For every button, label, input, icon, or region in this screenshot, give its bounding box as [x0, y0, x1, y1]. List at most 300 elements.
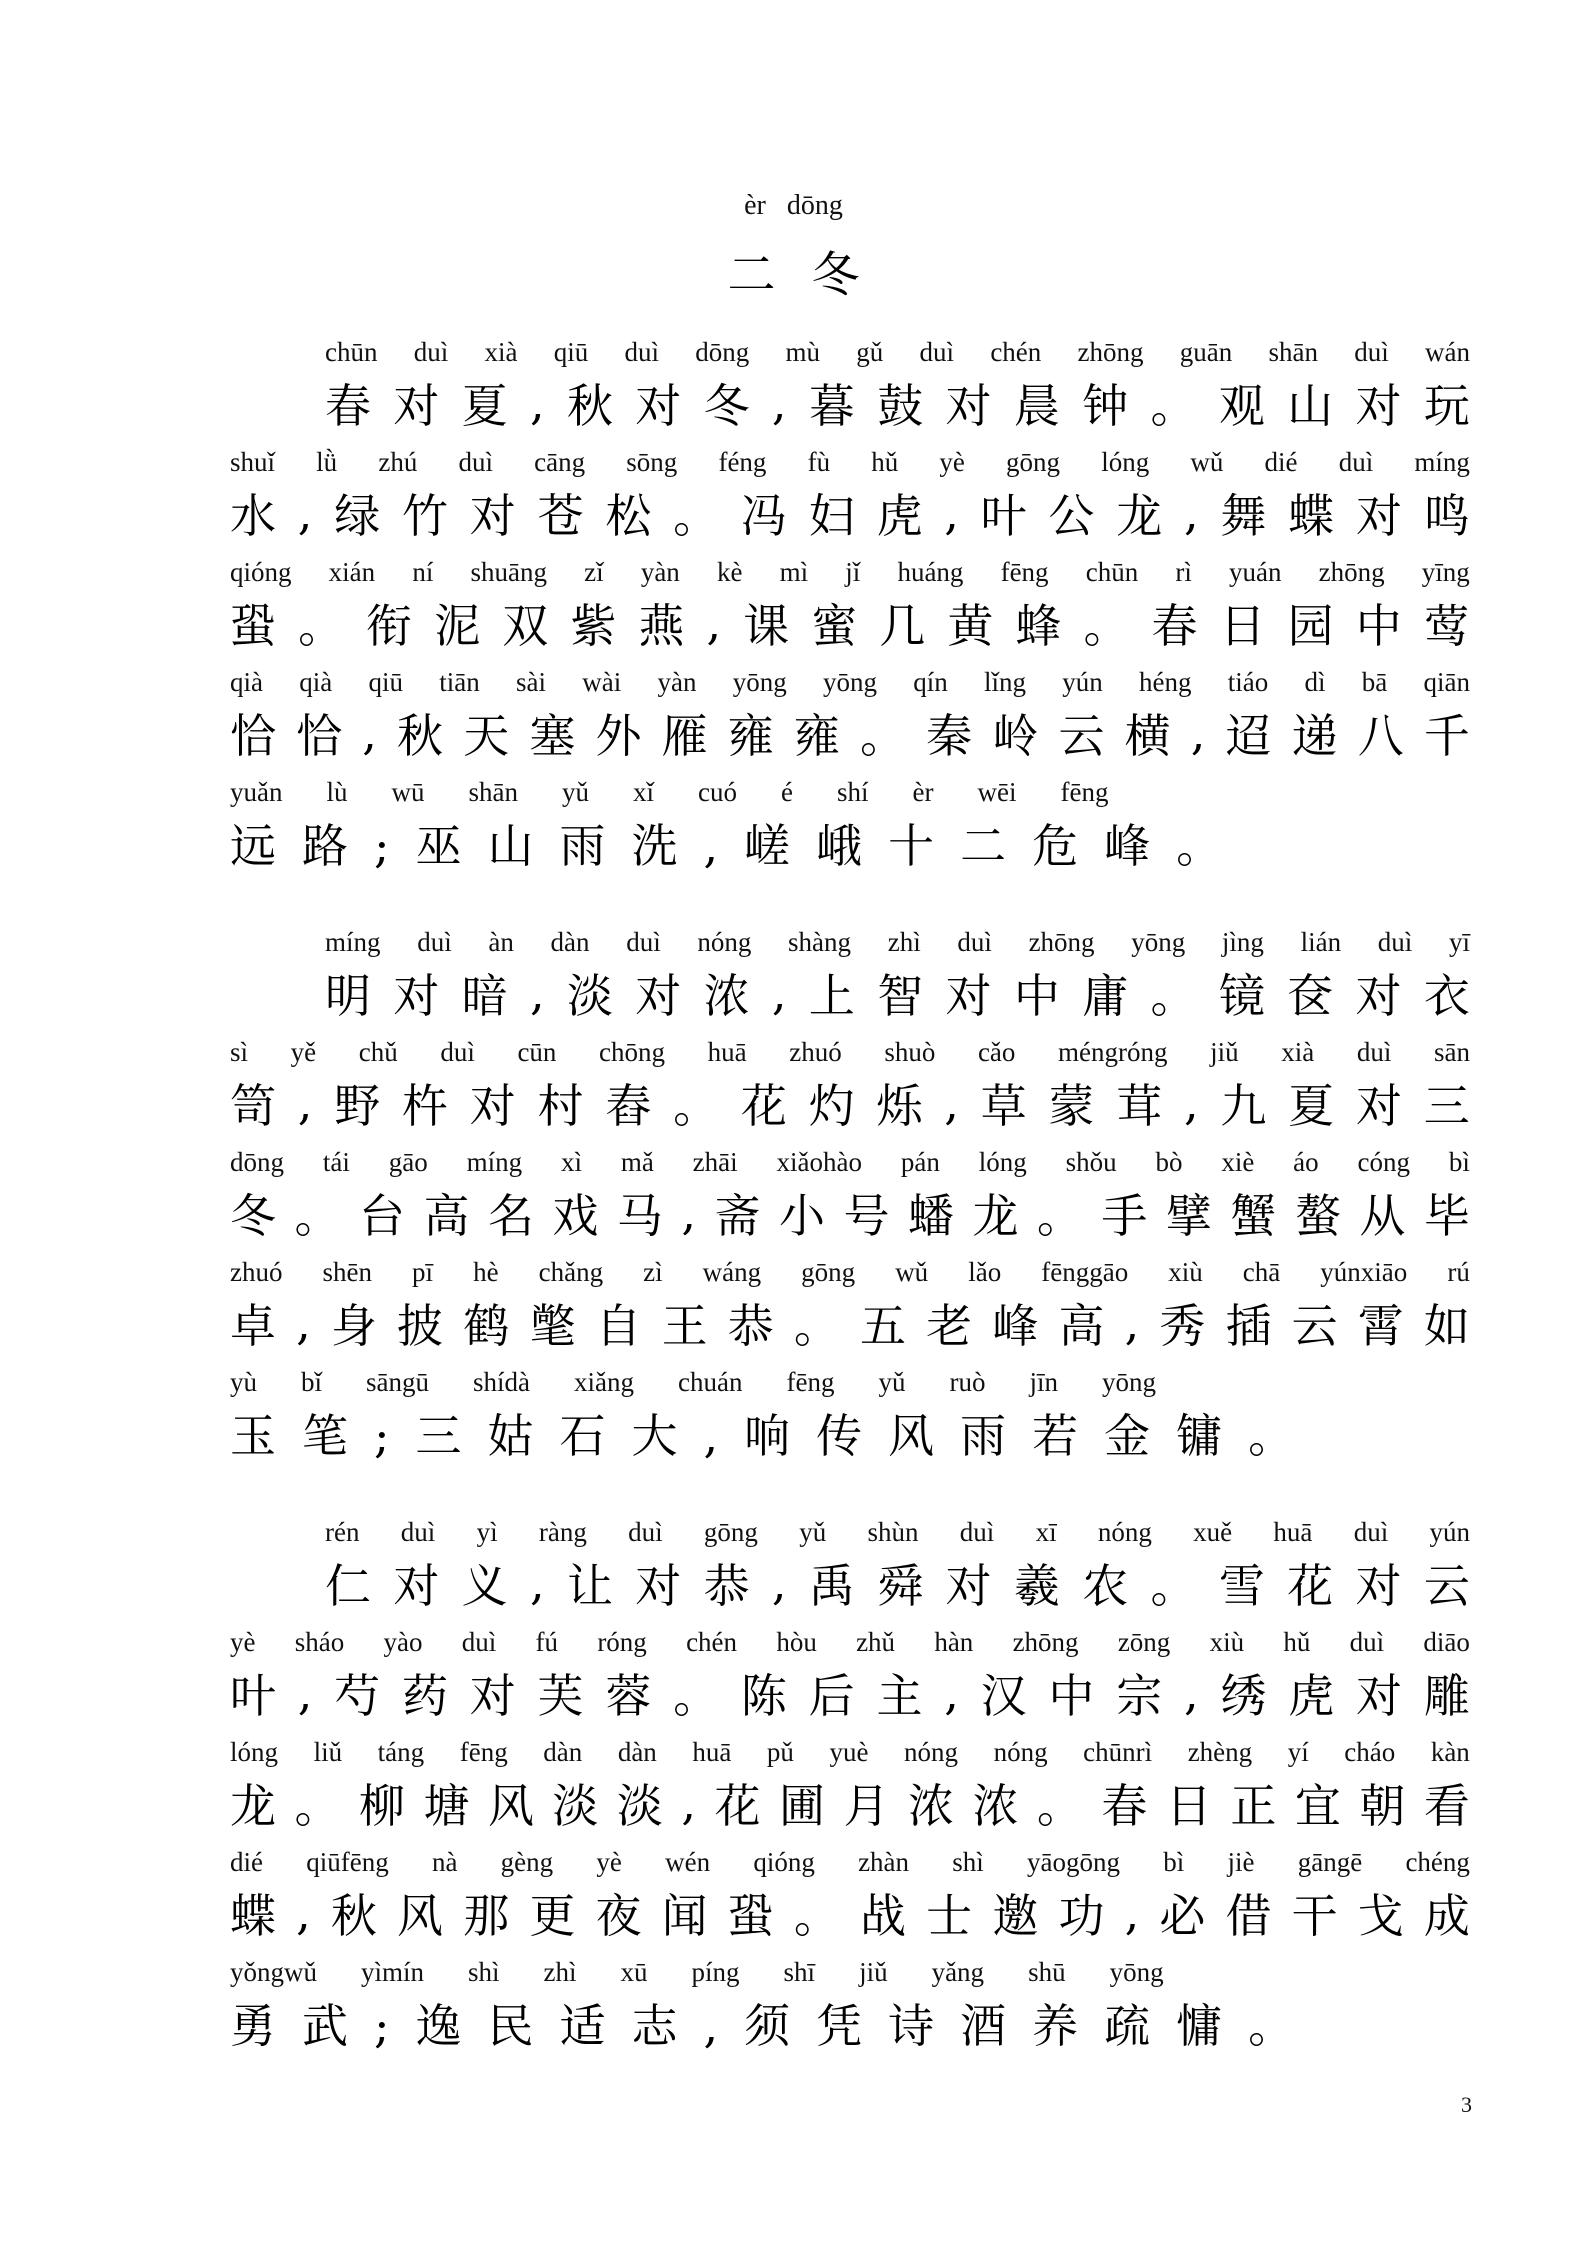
hanzi-char: 对	[1355, 969, 1402, 1023]
pinyin-syllable: bì	[1163, 1847, 1185, 1877]
pinyin-syllable: lián	[1300, 927, 1342, 957]
pinyin-syllable: duì	[440, 1037, 475, 1067]
hanzi-char: 。	[673, 1669, 720, 1723]
pinyin-syllable: zhāi	[692, 1147, 738, 1177]
hanzi-char: 对	[945, 379, 992, 433]
pinyin-syllable: xià	[484, 337, 518, 367]
poem-line	[325, 1512, 1470, 1620]
pinyin-syllable: sāngū	[366, 1367, 430, 1397]
hanzi-char: 峰	[992, 1299, 1039, 1353]
pinyin-line	[230, 662, 1470, 698]
poem-line	[230, 1142, 1470, 1250]
hanzi-char: 芙	[537, 1669, 584, 1723]
hanzi-char: 舞	[1220, 489, 1267, 543]
hanzi-char: 五	[860, 1299, 907, 1353]
pinyin-syllable: lóng	[1101, 447, 1150, 477]
hanzi-char: 夏	[461, 379, 508, 433]
pinyin-syllable: sháo	[294, 1627, 345, 1657]
hanzi-char: 螯	[1294, 1189, 1341, 1243]
hanzi-char: 明	[325, 969, 371, 1023]
hanzi-char: 对	[635, 379, 682, 433]
pinyin-syllable: lóng	[230, 1737, 279, 1767]
pinyin-syllable: yì	[476, 1517, 498, 1547]
hanzi-char: 柳	[358, 1779, 405, 1833]
pinyin-syllable: jǐ	[845, 557, 861, 587]
hanzi-char: 农	[1082, 1559, 1129, 1613]
hanzi-char: ,	[944, 1076, 959, 1130]
hanzi-char: 几	[879, 599, 926, 653]
pinyin-syllable: gǔ	[856, 337, 884, 367]
hanzi-line	[230, 1072, 1470, 1134]
pinyin-syllable: dié	[1264, 447, 1298, 477]
pinyin-syllable: chūn	[1085, 557, 1139, 587]
hanzi-char: 鼓	[877, 379, 924, 433]
pinyin-line	[230, 1842, 1470, 1878]
hanzi-char: 斋	[714, 1189, 761, 1243]
pinyin-syllable: yōng	[822, 667, 877, 697]
pinyin-syllable: pī	[412, 1257, 434, 1287]
pinyin-syllable: nà	[431, 1847, 458, 1877]
pinyin-syllable: yōng	[1109, 1957, 1164, 1987]
hanzi-char: 秀	[1159, 1299, 1206, 1353]
hanzi-char: 。	[793, 1889, 840, 1943]
hanzi-char: 虎	[1288, 1669, 1335, 1723]
pinyin-syllable: mù	[785, 337, 821, 367]
hanzi-char: 秋	[566, 379, 613, 433]
pinyin-syllable: yōng	[1131, 927, 1186, 957]
pinyin-syllable: qià	[230, 667, 263, 697]
pinyin-syllable: cǎo	[977, 1037, 1016, 1067]
hanzi-char: 冬	[230, 1189, 276, 1243]
pinyin-syllable: wū	[391, 777, 425, 807]
hanzi-char: 浓	[972, 1779, 1019, 1833]
pinyin-syllable: yǒngwǔ	[230, 1957, 317, 1987]
pinyin-syllable: xiù	[1209, 1627, 1245, 1657]
pinyin-syllable: xián	[328, 557, 376, 587]
hanzi-char: 秦	[926, 709, 973, 763]
pinyin-syllable: ruò	[949, 1367, 986, 1397]
hanzi-char: 舂	[605, 1079, 652, 1133]
pinyin-syllable: zhōng	[1318, 557, 1385, 587]
hanzi-char: 衣	[1423, 969, 1470, 1023]
pinyin-syllable: huáng	[897, 557, 964, 587]
pinyin-syllable: bǐ	[301, 1367, 323, 1397]
hanzi-char: 观	[1218, 379, 1265, 433]
hanzi-char: 蛩	[230, 599, 276, 653]
hanzi-char: 仁	[325, 1559, 371, 1613]
pinyin-syllable: bā	[1361, 667, 1388, 697]
hanzi-char: 药	[401, 1669, 448, 1723]
hanzi-char: 小	[778, 1189, 825, 1243]
pinyin-syllable: àn	[488, 927, 514, 957]
hanzi-char: 。	[1036, 1189, 1083, 1243]
pinyin-syllable: yī	[1448, 927, 1470, 957]
pinyin-syllable: liǔ	[313, 1737, 343, 1767]
hanzi-char: ,	[529, 376, 545, 430]
pinyin-syllable: xiǎng	[574, 1367, 635, 1397]
hanzi-char: 对	[1355, 379, 1402, 433]
pinyin-syllable: lǜ	[316, 447, 338, 477]
hanzi-char: 叶	[230, 1669, 276, 1723]
hanzi-char: ,	[529, 1556, 545, 1610]
hanzi-char: 战	[860, 1889, 907, 1943]
pinyin-syllable: qiū	[553, 337, 589, 367]
hanzi-char: 对	[945, 1559, 992, 1613]
hanzi-char: 义	[461, 1559, 508, 1613]
hanzi-char: 士	[926, 1889, 973, 1943]
hanzi-char: 中	[1013, 969, 1060, 1023]
pinyin-syllable: zhǔ	[856, 1627, 896, 1657]
pinyin-syllable: yīng	[1421, 557, 1470, 587]
hanzi-char: 宜	[1294, 1779, 1341, 1833]
hanzi-char: 让	[566, 1559, 613, 1613]
pinyin-syllable: bì	[1448, 1147, 1470, 1177]
pinyin-syllable: duì	[957, 927, 992, 957]
poem-line	[230, 552, 1470, 660]
pinyin-syllable: zōng	[1117, 1627, 1171, 1657]
pinyin-line	[230, 1252, 1470, 1288]
pinyin-syllable: ní	[412, 557, 434, 587]
hanzi-char: 中	[1355, 599, 1402, 653]
hanzi-char: ,	[362, 706, 377, 760]
pinyin-syllable: èr	[912, 777, 934, 807]
hanzi-char: 龙	[230, 1779, 276, 1833]
hanzi-char: 月	[843, 1779, 890, 1833]
pinyin-syllable: fēng	[459, 1737, 508, 1767]
pinyin-syllable: chuán	[678, 1367, 743, 1397]
hanzi-char: 暗	[461, 969, 508, 1023]
pinyin-syllable: xiǎohào	[776, 1147, 862, 1177]
pinyin-syllable: sān	[1433, 1037, 1470, 1067]
pinyin-syllable: zhì	[543, 1957, 577, 1987]
hanzi-char: 自	[595, 1299, 642, 1353]
pinyin-syllable: zǐ	[584, 557, 604, 587]
pinyin-line	[230, 1952, 1470, 1988]
hanzi-char: 对	[1355, 489, 1402, 543]
pinyin-syllable: xū	[620, 1957, 648, 1987]
pinyin-syllable: duì	[1353, 1517, 1389, 1547]
pinyin-syllable: gōng	[801, 1257, 856, 1287]
hanzi-char: 对	[945, 969, 992, 1023]
pinyin-syllable: yào	[383, 1627, 423, 1657]
hanzi-char: 蓉	[605, 1669, 652, 1723]
poem-line	[230, 1842, 1470, 1950]
pinyin-syllable: shū	[1028, 1957, 1066, 1987]
title-pinyin: èr dōng	[744, 190, 843, 221]
pinyin-syllable: xuě	[1193, 1517, 1233, 1547]
hanzi-char: 虎	[876, 489, 923, 543]
pinyin-syllable: fú	[535, 1627, 559, 1657]
hanzi-char: 雪	[1218, 1559, 1265, 1613]
hanzi-line: 远路;巫山雨洗,嵯峨十二危峰。	[230, 819, 1249, 873]
hanzi-char: 恰	[296, 709, 343, 763]
hanzi-char: 。	[1150, 1559, 1197, 1613]
pinyin-syllable: pán	[900, 1147, 940, 1177]
pinyin-syllable: sài	[516, 667, 547, 697]
hanzi-char: 蝶	[1288, 489, 1335, 543]
hanzi-char: 龙	[1116, 489, 1163, 543]
hanzi-char: 钟	[1082, 379, 1129, 433]
pinyin-syllable: shì	[468, 1957, 500, 1987]
hanzi-char: 蜂	[1015, 599, 1062, 653]
pinyin-syllable: shēn	[322, 1257, 373, 1287]
pinyin-syllable: héng	[1139, 667, 1192, 697]
pinyin-syllable: méngróng	[1058, 1037, 1168, 1067]
hanzi-char: 迢	[1225, 709, 1272, 763]
pinyin-syllable: cóng	[1357, 1147, 1410, 1177]
pinyin-syllable: cháo	[1344, 1737, 1396, 1767]
hanzi-line	[230, 702, 1470, 764]
pinyin-syllable: duì	[959, 1517, 995, 1547]
pinyin-syllable: shān	[1268, 337, 1318, 367]
pinyin-syllable: shídà	[473, 1367, 531, 1397]
pinyin-syllable: yún	[1062, 667, 1103, 697]
hanzi-char: 王	[661, 1299, 708, 1353]
pinyin-syllable: zhōng	[1012, 1627, 1079, 1657]
pinyin-syllable: xiè	[1221, 1147, 1255, 1177]
pinyin-syllable: huā	[707, 1037, 747, 1067]
hanzi-char: 。	[860, 709, 907, 763]
pinyin-syllable: róng	[597, 1627, 647, 1657]
hanzi-char: 山	[1287, 379, 1334, 433]
hanzi-char: 岭	[992, 709, 1039, 763]
hanzi-char: 绿	[334, 489, 381, 543]
pinyin-syllable: hǔ	[871, 447, 899, 477]
hanzi-char: 。	[1150, 379, 1197, 433]
hanzi-char: 泥	[434, 599, 481, 653]
hanzi-line	[230, 1182, 1470, 1244]
hanzi-char: 花	[1287, 1559, 1334, 1613]
hanzi-char: 陈	[740, 1669, 787, 1723]
pinyin-syllable: wáng	[702, 1257, 762, 1287]
pinyin-syllable: cuó	[698, 777, 737, 807]
hanzi-char: 雍	[793, 709, 840, 763]
hanzi-char: 。	[1083, 599, 1130, 653]
pinyin-syllable: hè	[473, 1257, 499, 1287]
pinyin-syllable: qià	[299, 667, 333, 697]
pinyin-syllable: yàn	[640, 557, 680, 587]
hanzi-char: 恭	[727, 1299, 774, 1353]
hanzi-char: 风	[397, 1889, 444, 1943]
pinyin-syllable: yǔ	[799, 1517, 827, 1547]
pinyin-syllable: lǎo	[968, 1257, 1002, 1287]
poem-line	[230, 1252, 1470, 1360]
hanzi-char: 九	[1220, 1079, 1267, 1133]
pinyin-syllable: gōng	[1006, 447, 1061, 477]
pinyin-syllable: zhōng	[1028, 927, 1095, 957]
hanzi-char: 擘	[1165, 1189, 1212, 1243]
pinyin-line	[230, 1032, 1470, 1068]
hanzi-char: 。	[673, 1079, 720, 1133]
pinyin-syllable: duì	[628, 1517, 663, 1547]
pinyin-syllable: qiū	[368, 667, 404, 697]
hanzi-char: 三	[1423, 1079, 1470, 1133]
pinyin-syllable: chéng	[1405, 1847, 1470, 1877]
hanzi-char: 淡	[552, 1779, 599, 1833]
pinyin-syllable: duì	[413, 337, 449, 367]
hanzi-char: 鸣	[1423, 489, 1470, 543]
pinyin-syllable: chūn	[325, 337, 378, 367]
hanzi-line	[230, 592, 1470, 654]
pinyin-syllable: zhōng	[1077, 337, 1144, 367]
poem-line	[230, 1732, 1470, 1840]
pinyin-syllable: sì	[230, 1037, 249, 1067]
hanzi-char: 黄	[947, 599, 994, 653]
pinyin-syllable: táng	[377, 1737, 425, 1767]
hanzi-char: 看	[1423, 1779, 1470, 1833]
hanzi-char: 外	[595, 709, 642, 763]
hanzi-char: 干	[1291, 1889, 1338, 1943]
title-hanzi: 二冬	[727, 247, 896, 303]
hanzi-char: ,	[771, 376, 787, 430]
pinyin-syllable: míng	[466, 1147, 523, 1177]
hanzi-char: 淡	[616, 1779, 663, 1833]
pinyin-syllable: yǔ	[878, 1367, 906, 1397]
pinyin-syllable: huā	[692, 1737, 732, 1767]
hanzi-char: 春	[325, 379, 371, 433]
hanzi-char: 蟠	[907, 1189, 954, 1243]
hanzi-char: 雍	[727, 709, 774, 763]
hanzi-char: 。	[793, 1299, 840, 1353]
hanzi-char: 圃	[778, 1779, 825, 1833]
pinyin-line	[230, 1142, 1470, 1178]
pinyin-syllable: duì	[1354, 337, 1389, 367]
pinyin-syllable: hàn	[934, 1627, 974, 1657]
hanzi-char: 奁	[1287, 969, 1334, 1023]
poem-line	[230, 772, 1470, 880]
hanzi-char: 成	[1423, 1889, 1470, 1943]
hanzi-char: 宗	[1116, 1669, 1163, 1723]
pinyin-syllable: yè	[939, 447, 965, 477]
hanzi-char: 茸	[1116, 1079, 1163, 1133]
pinyin-syllable: gāngē	[1297, 1847, 1363, 1877]
hanzi-char: 如	[1423, 1299, 1470, 1353]
hanzi-char: 对	[393, 379, 440, 433]
pinyin-syllable: mǎ	[620, 1147, 654, 1177]
poem-line	[325, 332, 1470, 440]
hanzi-char: 花	[740, 1079, 787, 1133]
hanzi-char: 借	[1225, 1889, 1272, 1943]
hanzi-char: 衔	[366, 599, 413, 653]
hanzi-char: 朝	[1359, 1779, 1406, 1833]
pinyin-syllable: jìng	[1221, 927, 1264, 957]
pinyin-syllable: yuǎn	[230, 777, 283, 807]
pinyin-syllable: yúnxiāo	[1320, 1257, 1408, 1287]
pinyin-syllable: jiè	[1227, 1847, 1255, 1877]
pinyin-syllable: yuán	[1229, 557, 1282, 587]
hanzi-line	[230, 1882, 1470, 1944]
hanzi-char: 对	[635, 1559, 682, 1613]
hanzi-char: 冬	[703, 379, 750, 433]
hanzi-char: 冯	[740, 489, 787, 543]
hanzi-char: 。	[298, 599, 345, 653]
hanzi-char: 后	[808, 1669, 855, 1723]
pinyin-syllable: yuè	[829, 1737, 869, 1767]
pinyin-syllable: rì	[1175, 557, 1192, 587]
pinyin-syllable: é	[781, 777, 793, 807]
pinyin-syllable: chǔ	[358, 1037, 398, 1067]
pinyin-syllable: chā	[1242, 1257, 1281, 1287]
hanzi-char: 对	[469, 1079, 516, 1133]
hanzi-char: 紫	[570, 599, 617, 653]
pinyin-syllable: duì	[1356, 1037, 1392, 1067]
pinyin-syllable: wán	[1425, 337, 1470, 367]
hanzi-char: 杵	[401, 1079, 448, 1133]
hanzi-char: 松	[605, 489, 652, 543]
pinyin-syllable: dōng	[695, 337, 750, 367]
pinyin-line	[230, 772, 1470, 808]
pinyin-syllable: féng	[718, 447, 767, 477]
hanzi-char: 横	[1124, 709, 1171, 763]
hanzi-char: 暮	[808, 379, 855, 433]
pinyin-syllable: duì	[461, 1627, 497, 1657]
hanzi-char: 功	[1058, 1889, 1105, 1943]
hanzi-char: 蒙	[1048, 1079, 1095, 1133]
hanzi-char: 高	[423, 1189, 470, 1243]
hanzi-char: 雁	[661, 709, 708, 763]
pinyin-syllable: shān	[468, 777, 518, 807]
hanzi-char: ,	[1124, 1296, 1140, 1350]
pinyin-syllable: tiān	[439, 667, 480, 697]
pinyin-syllable: chōng	[599, 1037, 666, 1067]
hanzi-char: 淡	[566, 969, 613, 1023]
pinyin-syllable: duì	[1338, 447, 1374, 477]
hanzi-char: 千	[1423, 709, 1470, 763]
pinyin-syllable: dié	[230, 1847, 263, 1877]
hanzi-char: 正	[1230, 1779, 1277, 1833]
hanzi-line	[325, 962, 1470, 1024]
hanzi-char: 毕	[1423, 1189, 1470, 1243]
pinyin-syllable: yìmín	[361, 1957, 425, 1987]
hanzi-char: 。	[1036, 1779, 1083, 1833]
hanzi-char: 夏	[1288, 1079, 1335, 1133]
hanzi-char: 笥	[230, 1079, 276, 1133]
hanzi-char: 雕	[1423, 1669, 1470, 1723]
hanzi-char: ,	[296, 1296, 311, 1350]
hanzi-char: 邀	[992, 1889, 1039, 1943]
pinyin-syllable: hòu	[776, 1627, 817, 1657]
pinyin-syllable: zhàn	[858, 1847, 910, 1877]
pinyin-syllable: yàn	[657, 667, 697, 697]
hanzi-char: 日	[1165, 1779, 1212, 1833]
hanzi-char: 对	[1355, 1079, 1402, 1133]
hanzi-char: 必	[1159, 1889, 1206, 1943]
pinyin-syllable: zhú	[378, 447, 418, 477]
hanzi-char: 。	[294, 1189, 341, 1243]
hanzi-char: 对	[1355, 1669, 1402, 1723]
pinyin-syllable: qiūfēng	[306, 1847, 389, 1877]
hanzi-char: 羲	[1013, 1559, 1060, 1613]
hanzi-char: 蝶	[230, 1889, 276, 1943]
pinyin-syllable: wén	[665, 1847, 711, 1877]
hanzi-char: 园	[1287, 599, 1334, 653]
poem-line	[230, 1622, 1470, 1730]
pinyin-syllable: wǔ	[895, 1257, 929, 1287]
hanzi-char: ,	[681, 1776, 697, 1830]
pinyin-syllable: xì	[560, 1147, 582, 1177]
pinyin-syllable: duì	[624, 337, 660, 367]
hanzi-char: 鹤	[463, 1299, 510, 1353]
hanzi-char: 蜜	[811, 599, 858, 653]
hanzi-char: 风	[487, 1779, 534, 1833]
poem-line	[230, 1362, 1470, 1470]
pinyin-syllable: duì	[626, 927, 661, 957]
pinyin-syllable: qióng	[230, 557, 292, 587]
pinyin-syllable: shuāng	[470, 557, 547, 587]
hanzi-char: 镜	[1218, 969, 1265, 1023]
pinyin-syllable: zhuó	[789, 1037, 842, 1067]
pinyin-syllable: wài	[582, 667, 622, 697]
